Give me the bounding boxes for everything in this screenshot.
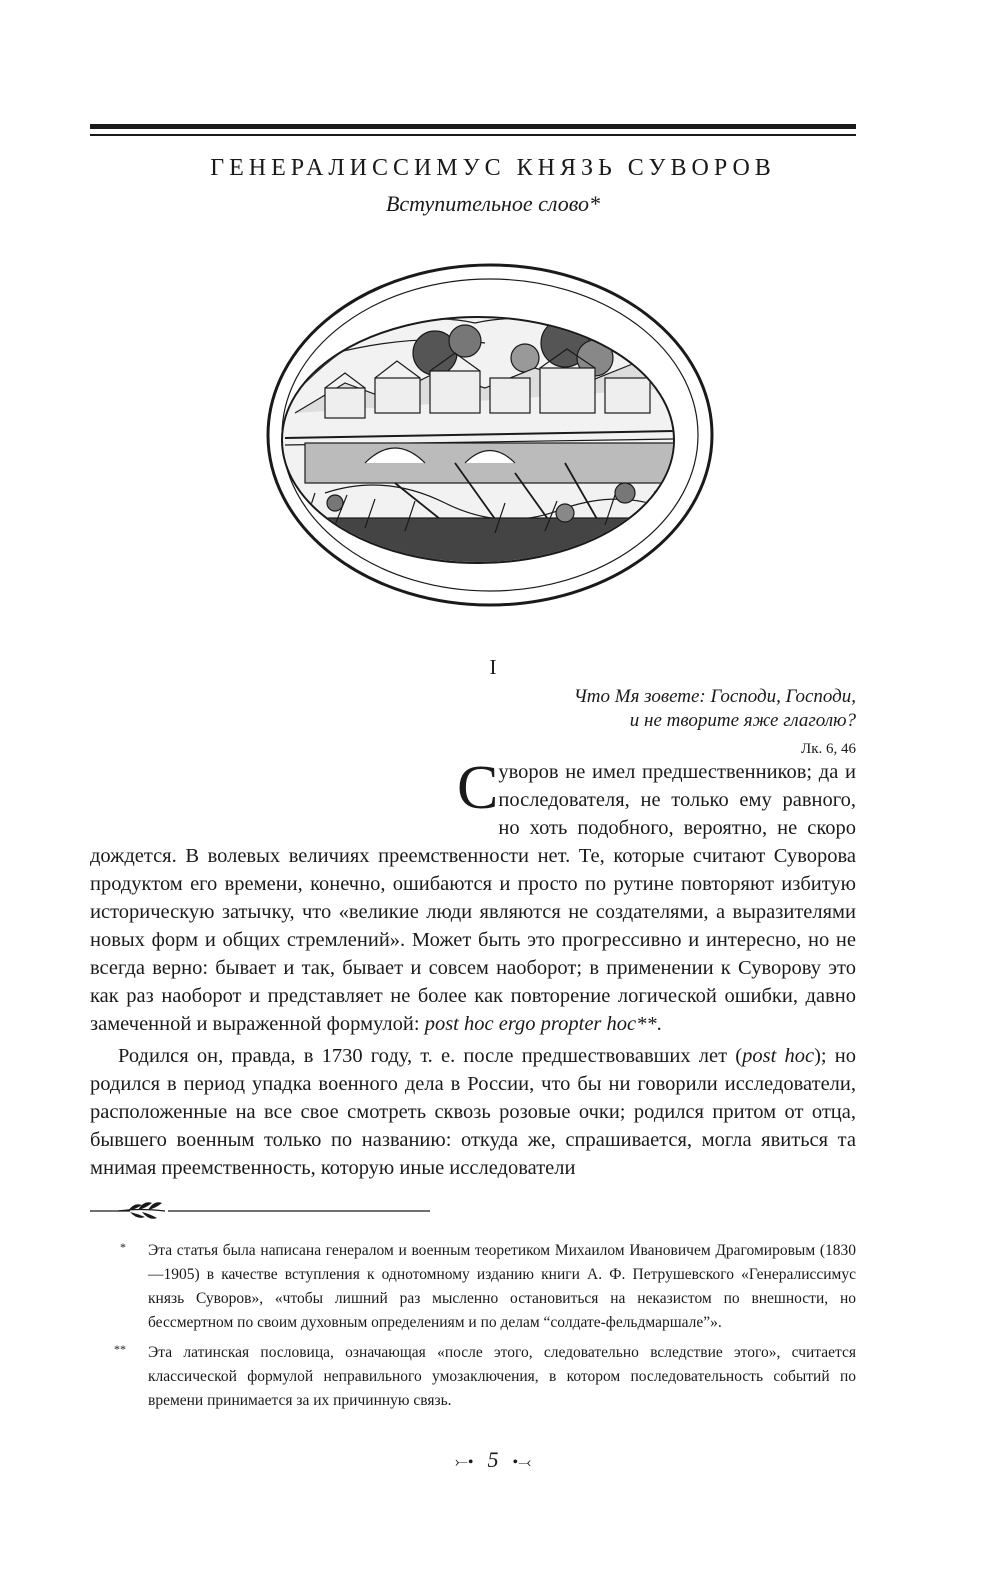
latin-phrase: post hoc ergo propter hoc** — [424, 1013, 657, 1035]
latin-phrase-2: post hoc — [742, 1045, 815, 1067]
main-text — [90, 754, 856, 1182]
paragraph-2 — [90, 1042, 856, 1182]
rule-thick — [90, 124, 856, 129]
epigraph-source: Лк. 6, 46 — [801, 741, 856, 757]
footnote-text: Эта латинская пословица, означающая «после этого, следовательно вследствие этого», считается классической формулой неправильного умозаключения, в котором последовательность событий по времени принимается за их причинную связь. — [148, 1344, 856, 1409]
drop-cap: С — [457, 754, 499, 822]
footnote-mark: ** — [114, 1342, 126, 1356]
chapter-subtitle: Вступительное слово* — [385, 191, 601, 216]
epigraph — [436, 685, 856, 761]
epigraph-line-1: Что Мя зовете: Господи, Господи, — [573, 686, 856, 707]
ornament-right-icon: •⤙ — [512, 1454, 531, 1471]
rule-thin — [90, 134, 856, 136]
paragraph-1-text: уворов не имел предшественников; да и последователя, не только ему равного, но хоть подобного, вероятно, не скоро дождется. В волевых величиях преемственности нет. Те, которые считают Суворова продуктом его времени, конечно, ошибаются и просто по рутине повторяют избитую историческую затычку, что «великие люди являются не создателями, а выразителями новых форм и общих стремлений». Может быть это прогрессивно и интересно, но не всегда верно: бывает и так, бывает и совсем наоборот; в применении к Суворову это как раз наоборот и представляет не более как повторение логической ошибки, давно замеченной и выраженной формулой: — [90, 761, 856, 1035]
paragraph-1-end: . — [656, 1013, 662, 1035]
battle-engraving-icon — [265, 263, 715, 608]
ornament-left-icon: ⤚• — [455, 1454, 474, 1471]
footnote-mark: * — [120, 1240, 126, 1254]
page-footer — [0, 1447, 986, 1473]
paragraph-2-text-b: ); но родился в период упадка военного дела в России, что бы ни говорили исследователи, расположенные на все свое смотреть сквозь розовые очки; родился притом от отца, бывшего военным только по названию: откуда же, спрашивается, могла явиться та мнимая преемственность, которую иные исследователи — [90, 1045, 856, 1179]
page-number: 5 — [487, 1447, 499, 1472]
laurel-branch-icon — [90, 1196, 430, 1226]
footnotes — [114, 1239, 856, 1419]
footnote-1 — [120, 1239, 856, 1335]
footnote-2 — [114, 1341, 856, 1413]
paragraph-1 — [90, 754, 856, 1038]
chapter-title: ГЕНЕРАЛИССИМУС КНЯЗЬ СУВОРОВ — [210, 155, 776, 181]
top-double-rule — [90, 124, 856, 138]
paragraph-2-text-a: Родился он, правда, в 1730 году, т. е. после предшествовавших лет ( — [118, 1045, 743, 1067]
footnote-text: Эта статья была написана генералом и военным теоретиком Михаилом Ивановичем Драгомировым (1830—1905) в качестве вступления к однотомному изданию книги А. Ф. Петрушевского «Генералиссимус князь Суворов», «чтобы лишний раз мысленно остановиться на неказистом по внешности, но бессмертном по своим духовным определениям и по делам “солдате-фельдмаршале”». — [148, 1242, 856, 1331]
chapter-number: I — [489, 655, 497, 679]
epigraph-line-2: и не творите яже глаголю? — [629, 710, 856, 731]
